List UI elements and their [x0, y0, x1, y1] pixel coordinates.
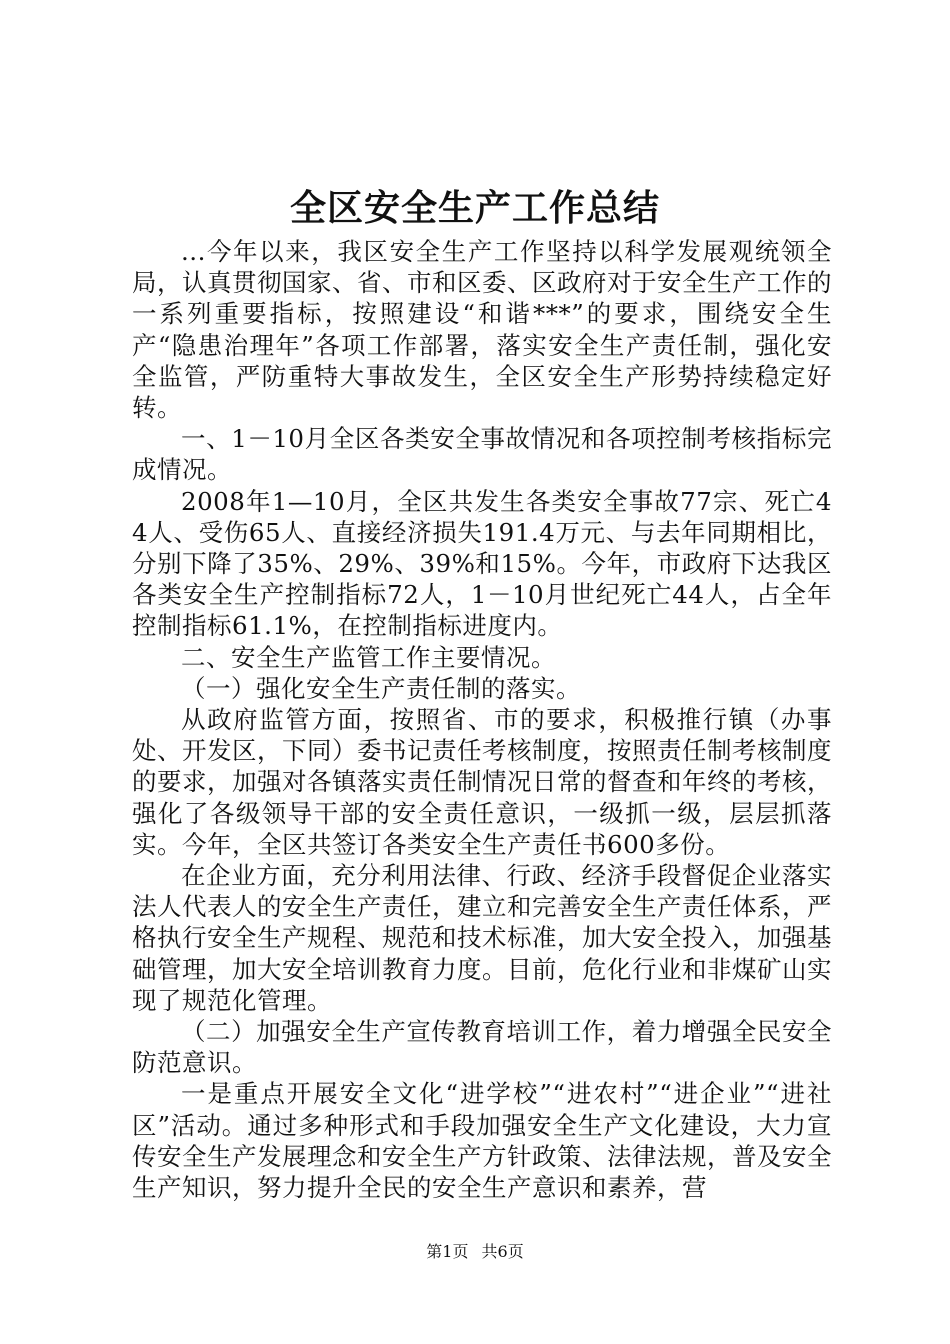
paragraph-subsection-2-heading: （二）加强安全生产宣传教育培训工作，着力增强全民安全防范意识。 [132, 1017, 832, 1078]
document-title: 全区安全生产工作总结 [289, 187, 660, 229]
paragraph-intro: ...今年以来，我区安全生产工作坚持以科学发展观统领全局，认真贯彻国家、省、市和区委、区政府对于安全生产工作的一系列重要指标，按照建设“和谐***”的要求，围绕安全生产“隐患治理年”各项工作部署，落实安全生产责任制，强化安全监管，严防重特大事故发生，全区安全生产形势持续稳定好转。 [132, 237, 832, 423]
paragraph-safety-culture: 一是重点开展安全文化“进学校”“进农村”“进企业”“进社区”活动。通过多种形式和手段加强安全生产文化建设，大力宣传安全生产发展理念和安全生产方针政策、法律法规，普及安全生产知识，努力提升全民的安全生产意识和素养，营 [132, 1079, 832, 1203]
paragraph-section-2-heading: 二、安全生产监管工作主要情况。 [181, 642, 556, 672]
paragraph-accident-statistics: 2008年1—10月，全区共发生各类安全事故77宗、死亡44人、受伤65人、直接经济损失191.4万元、与去年同期相比，分别下降了35%、29%、39%和15%。今年，市政府下达我区各类安全生产控制指标72人，1－10月世纪死亡44人，占全年控制指标61.1%，在控制指标进度内。 [132, 486, 832, 641]
paragraph-section-1-heading: 一、1－10月全区各类安全事故情况和各项控制考核指标完成情况。 [132, 424, 832, 485]
paragraph-government-supervision: 从政府监管方面，按照省、市的要求，积极推行镇（办事处、开发区，下同）委书记责任考核制度，按照责任制考核制度的要求，加强对各镇落实责任制情况日常的督查和年终的考核，强化了各级领导干部的安全责任意识，一级抓一级，层层抓落实。今年，全区共签订各类安全生产责任书600多份。 [132, 705, 832, 859]
page-total: 共6页 [481, 1242, 524, 1261]
page-number: 第1页 [426, 1242, 469, 1261]
document-body [132, 236, 832, 1203]
paragraph-subsection-1-heading: （一）强化安全生产责任制的落实。 [181, 673, 581, 703]
page-footer [0, 1242, 950, 1262]
paragraph-enterprise-responsibility: 在企业方面，充分利用法律、行政、经济手段督促企业落实法人代表人的安全生产责任，建立和完善安全生产责任体系，严格执行安全生产规程、规范和技术标准，加大安全投入，加强基础管理，加大安全培训教育力度。目前，危化行业和非煤矿山实现了规范化管理。 [132, 861, 832, 1015]
